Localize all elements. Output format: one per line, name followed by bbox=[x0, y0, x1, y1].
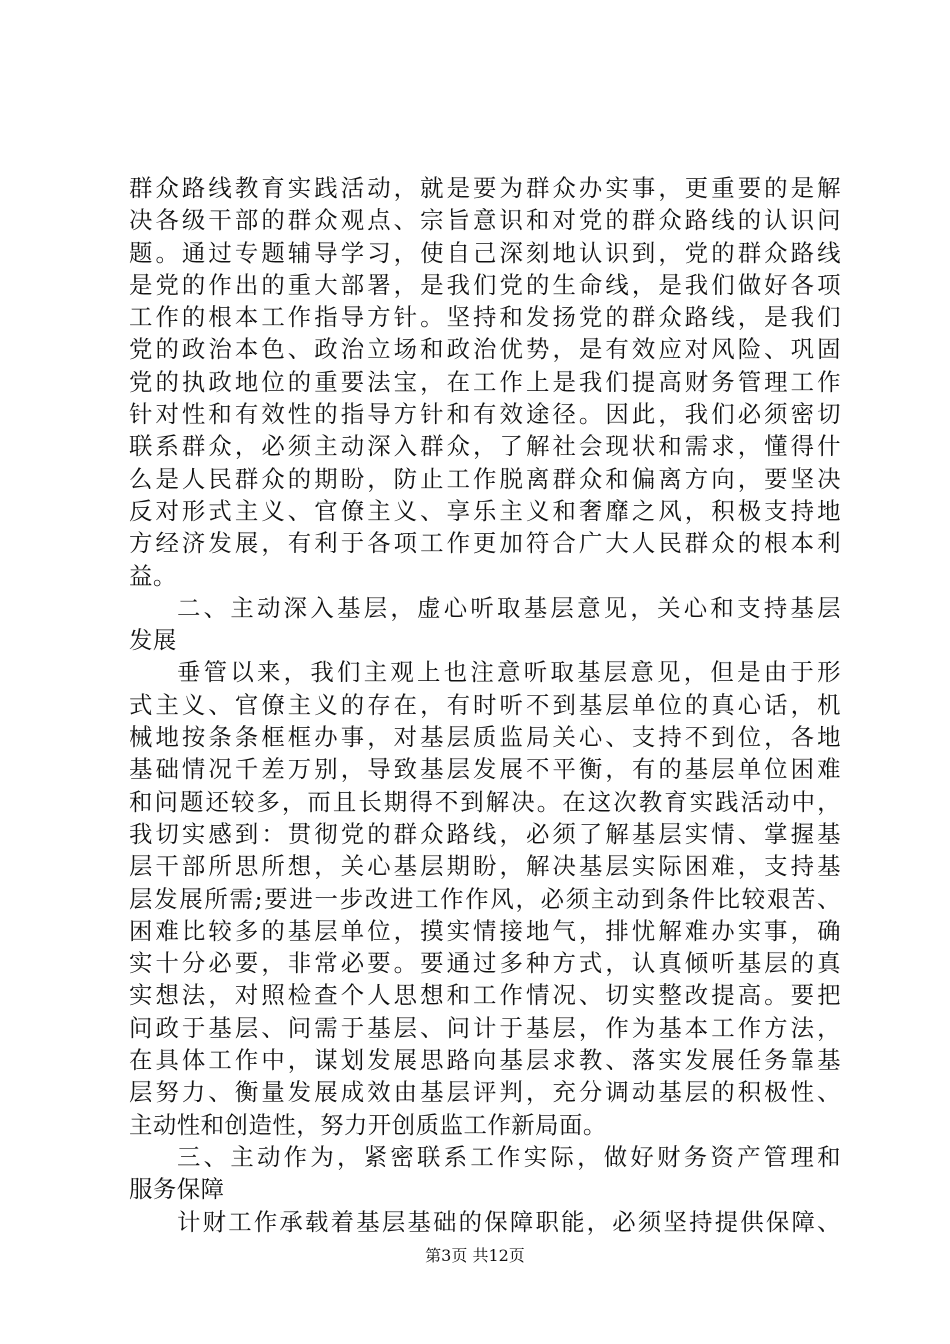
page-number-footer bbox=[0, 1243, 950, 1266]
text-line: 困难比较多的基层单位，摸实情接地气，排忧解难办实事，确 bbox=[129, 916, 841, 945]
text-line: 针对性和有效性的指导方针和有效途径。因此，我们必须密切 bbox=[129, 400, 841, 429]
text-line: 三、主动作为，紧密联系工作实际，做好财务资产管理和 bbox=[177, 1142, 841, 1171]
text-line: 和问题还较多，而且长期得不到解决。在这次教育实践活动中， bbox=[129, 787, 841, 816]
text-line: 党的执政地位的重要法宝，在工作上是我们提高财务管理工作 bbox=[129, 367, 841, 396]
text-line: 垂管以来，我们主观上也注意听取基层意见，但是由于形 bbox=[177, 658, 841, 687]
document-body bbox=[129, 172, 841, 1238]
text-line: 工作的根本工作指导方针。坚持和发扬党的群众路线，是我们 bbox=[129, 303, 841, 332]
text-line: 二、主动深入基层，虚心听取基层意见，关心和支持基层 bbox=[177, 593, 841, 622]
page-number: 第3页 共12页 bbox=[425, 1246, 525, 1265]
text-line: 问政于基层、问需于基层、问计于基层，作为基本工作方法， bbox=[129, 1013, 841, 1042]
text-line: 在具体工作中，谋划发展思路向基层求教、落实发展任务靠基 bbox=[129, 1046, 841, 1075]
text-line: 党的政治本色、政治立场和政治优势，是有效应对风险、巩固 bbox=[129, 335, 841, 364]
text-line: 层干部所思所想，关心基层期盼，解决基层实际困难，支持基 bbox=[129, 852, 841, 881]
text-line: 决各级干部的群众观点、宗旨意识和对党的群众路线的认识问 bbox=[129, 206, 841, 235]
text-line: 发展 bbox=[129, 626, 177, 655]
text-line: 实十分必要，非常必要。要通过多种方式，认真倾听基层的真 bbox=[129, 949, 841, 978]
text-line: 基础情况千差万别，导致基层发展不平衡，有的基层单位困难 bbox=[129, 755, 841, 784]
text-line: 计财工作承载着基层基础的保障职能，必须坚持提供保障、 bbox=[177, 1207, 841, 1236]
text-line: 益。 bbox=[129, 561, 177, 590]
text-line: 式主义、官僚主义的存在，有时听不到基层单位的真心话，机 bbox=[129, 690, 841, 719]
text-line: 联系群众，必须主动深入群众，了解社会现状和需求，懂得什 bbox=[129, 432, 841, 461]
text-line: 我切实感到：贯彻党的群众路线，必须了解基层实情、掌握基 bbox=[129, 819, 841, 848]
text-line: 层努力、衡量发展成效由基层评判，充分调动基层的积极性、 bbox=[129, 1078, 841, 1107]
text-line: 是党的作出的重大部署，是我们党的生命线，是我们做好各项 bbox=[129, 270, 841, 299]
text-line: 实想法，对照检查个人思想和工作情况、切实整改提高。要把 bbox=[129, 981, 841, 1010]
text-line: 服务保障 bbox=[129, 1175, 225, 1204]
text-line: 群众路线教育实践活动，就是要为群众办实事，更重要的是解 bbox=[129, 174, 841, 202]
text-line: 题。通过专题辅导学习，使自己深刻地认识到，党的群众路线 bbox=[129, 238, 841, 267]
text-line: 反对形式主义、官僚主义、享乐主义和奢靡之风，积极支持地 bbox=[129, 496, 841, 525]
text-line: 主动性和创造性，努力开创质监工作新局面。 bbox=[129, 1110, 607, 1139]
text-line: 方经济发展，有利于各项工作更加符合广大人民群众的根本利 bbox=[129, 529, 841, 558]
text-line: 层发展所需;要进一步改进工作作风，必须主动到条件比较艰苦、 bbox=[129, 884, 841, 913]
text-line: 械地按条条框框办事，对基层质监局关心、支持不到位，各地 bbox=[129, 723, 841, 752]
text-line: 么是人民群众的期盼，防止工作脱离群众和偏离方向，要坚决 bbox=[129, 464, 841, 493]
